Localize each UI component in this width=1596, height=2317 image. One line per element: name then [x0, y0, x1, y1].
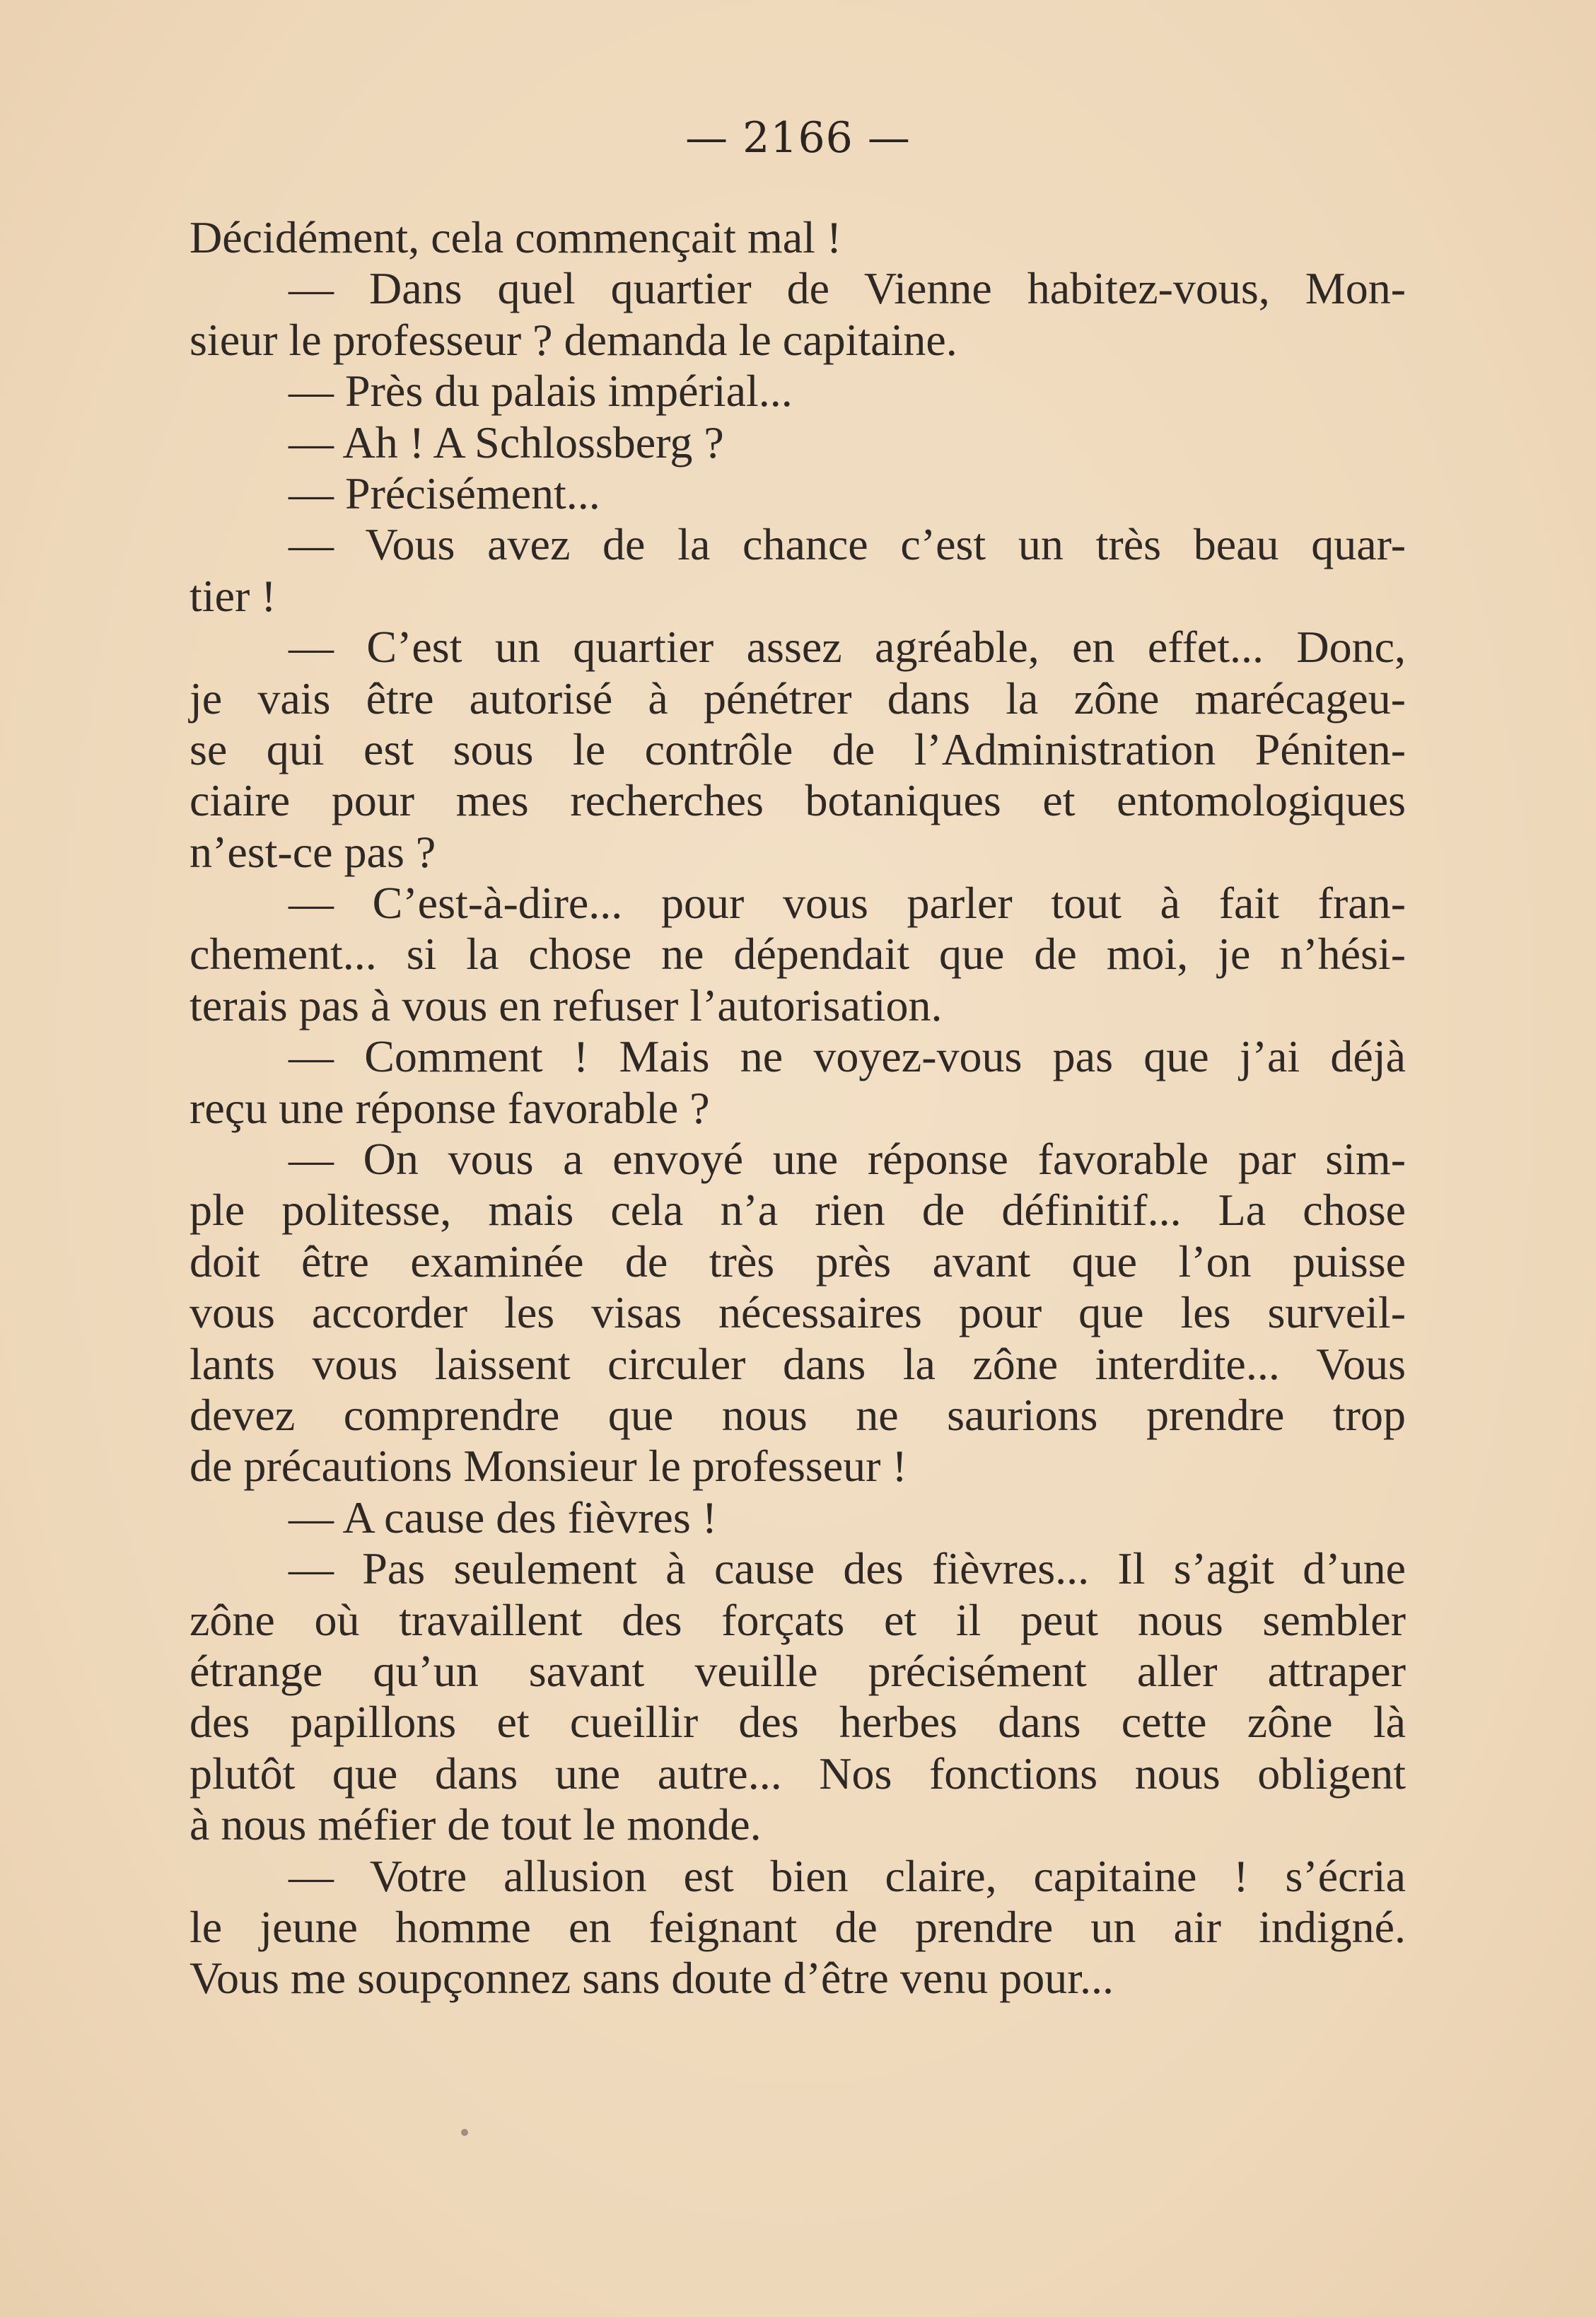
text-line: devez comprendre que nous ne saurions prendre trop [190, 1389, 1406, 1440]
text-line: — Ah ! A Schlossberg ? [289, 417, 724, 468]
text-line: — Près du palais impérial... [289, 366, 793, 417]
text-line: — C’est-à-dire... pour vous parler tout à fait fran- [289, 878, 1406, 929]
text-line: se qui est sous le contrôle de l’Administration Péniten- [190, 724, 1406, 774]
text-line: je vais être autorisé à pénétrer dans la zône marécageu- [190, 673, 1406, 724]
text-line: des papillons et cueillir des herbes dans cette zône là [190, 1697, 1406, 1748]
text-line: Vous me soupçonnez sans doute d’être venu pour... [190, 1953, 1114, 2004]
text-line: reçu une réponse favorable ? [190, 1082, 710, 1133]
text-line: — Comment ! Mais ne voyez-vous pas que j’ai déjà [289, 1031, 1406, 1082]
text-line: — Précisément... [289, 468, 600, 518]
text-line: zône où travaillent des forçats et il peut nous sembler [190, 1594, 1406, 1645]
ink-speck [461, 2129, 468, 2136]
page-number: — 2166 — [685, 113, 911, 163]
text-line: tier ! [190, 570, 276, 621]
text-line: — A cause des fièvres ! [289, 1492, 718, 1543]
text-line: — Vous avez de la chance c’est un très beau quar- [289, 519, 1406, 570]
text-line: terais pas à vous en refuser l’autorisation. [190, 980, 943, 1030]
text-line: sieur le professeur ? demanda le capitaine. [190, 314, 957, 365]
body-text [190, 212, 1406, 2004]
text-line: ciaire pour mes recherches botaniques et entomologiques [190, 775, 1406, 826]
text-line: — Pas seulement à cause des fièvres... Il s’agit d’une [289, 1543, 1406, 1594]
text-line: — Votre allusion est bien claire, capitaine ! s’écria [289, 1850, 1406, 1901]
text-line: doit être examinée de très près avant que l’on puisse [190, 1236, 1406, 1287]
text-line: plutôt que dans une autre... Nos fonctions nous obligent [190, 1748, 1406, 1799]
text-line: ple politesse, mais cela n’a rien de définitif... La chose [190, 1185, 1406, 1236]
text-line: chement... si la chose ne dépendait que de moi, je n’hési- [190, 929, 1406, 980]
text-line: Décidément, cela commençait mal ! [190, 212, 842, 262]
text-line: vous accorder les visas nécessaires pour que les surveil- [190, 1287, 1406, 1338]
text-line: à nous méfier de tout le monde. [190, 1799, 762, 1850]
text-line: n’est-ce pas ? [190, 826, 436, 877]
text-line: — Dans quel quartier de Vienne habitez-vous, Mon- [289, 263, 1406, 314]
text-line: de précautions Monsieur le professeur ! [190, 1441, 907, 1492]
text-line: — C’est un quartier assez agréable, en effet... Donc, [289, 622, 1406, 673]
text-line: étrange qu’un savant veuille précisément aller attraper [190, 1645, 1406, 1696]
text-line: lants vous laissent circuler dans la zône interdite... Vous [190, 1338, 1406, 1389]
text-line: le jeune homme en feignant de prendre un air indigné. [190, 1901, 1406, 1952]
text-line: — On vous a envoyé une réponse favorable par sim- [289, 1134, 1406, 1185]
